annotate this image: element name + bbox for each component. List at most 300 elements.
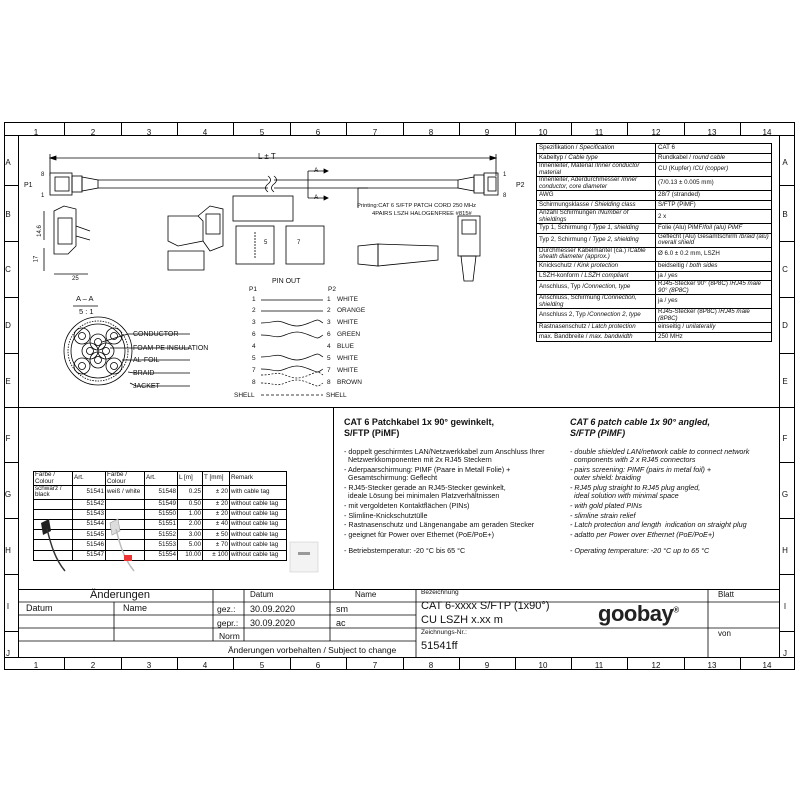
spec-row [537, 309, 772, 323]
column-divider-tick [346, 122, 347, 135]
spec-value [656, 309, 772, 323]
logo-text: goobay [598, 601, 674, 626]
column-divider-tick [571, 657, 572, 670]
row-letter-right: J [783, 649, 787, 658]
row-divider-tick [4, 518, 19, 519]
desc-en-bullet [570, 531, 775, 539]
remark-cell: with cable tag [230, 486, 287, 500]
desc-de-title-2: S/FTP (PiMF) [344, 427, 400, 438]
column-number-bottom: 4 [202, 661, 208, 670]
desc-en-bullet-line: - Latch protection and length indication on straight plug [570, 520, 747, 530]
bezeichnung-header: Bezeichnung [421, 589, 459, 596]
remark-cell: without cable tag [230, 509, 287, 519]
pin8-left: 8 [41, 172, 45, 178]
row-letter-right: D [782, 321, 788, 330]
checked-date: 30.09.2020 [250, 618, 296, 628]
pinout-right-pin: 8 [327, 379, 331, 386]
desc-de-bullet-line: - Slimline-Knickschutztülle [344, 510, 428, 520]
spec-key-en: Type 2, shielding [592, 236, 639, 244]
spec-key-en: Cable type [568, 153, 598, 161]
desc-de-temp: - Betriebstemperatur: -20 °C bis 65 °C [344, 546, 466, 556]
column-divider-tick [403, 657, 404, 670]
printing-line-2: 4PAIRS LSZH HALOGENFREE #815# [372, 211, 472, 217]
spec-key-en: max. bandwidth [589, 332, 633, 340]
remark-cell: without cable tag [230, 540, 287, 550]
product-table-row [34, 530, 287, 540]
pinout-wire-color: BLUE [337, 343, 354, 350]
article-black: 51543 [73, 509, 106, 519]
row-letter-right: I [783, 602, 787, 611]
length-cell: 1.00 [178, 509, 203, 519]
spec-row [537, 177, 772, 191]
length-cell: 0.25 [178, 486, 203, 500]
row-divider-tick [779, 631, 794, 632]
p1-label: P1 [24, 182, 33, 189]
row-divider-tick [4, 462, 19, 463]
column-number-top: 11 [594, 128, 604, 137]
spec-value-en: RJ45 male 90° (8P8C) [658, 280, 761, 294]
spec-value-en: CU (copper) [694, 165, 729, 173]
column-number-bottom: 12 [651, 661, 661, 670]
column-divider-tick [403, 122, 404, 135]
drawing-number-header: Zeichnungs-Nr.: [421, 629, 467, 636]
row-letter-right: A [782, 158, 788, 167]
pinout-wire-color: WHITE [337, 319, 358, 326]
desc-de-bullet-line: Netzwerkkomponenten mit 2x RJ45 Steckern [344, 454, 492, 464]
article-black: 51541 [73, 486, 106, 500]
spec-value-en: yes [667, 271, 678, 279]
row-divider-tick [779, 518, 794, 519]
column-number-top: 4 [202, 128, 208, 137]
gez-label: gez.: [217, 604, 236, 614]
pinout-title: PIN OUT [272, 278, 301, 285]
black-cable-image [37, 515, 71, 577]
column-divider-tick [515, 657, 516, 670]
colour-white-cell: weiß / white [106, 486, 145, 500]
spec-value-de: CU (Kupfer) / [658, 165, 695, 173]
dim-25: 25 [72, 276, 79, 282]
spec-value-de: ja / [658, 297, 668, 305]
spec-key [537, 224, 656, 234]
package-image [288, 540, 320, 574]
row-divider-tick [779, 297, 794, 298]
row-divider-tick [4, 241, 19, 242]
white-cable-image [106, 515, 140, 577]
tolerance-cell: ± 20 [203, 499, 230, 509]
spec-value [656, 144, 772, 154]
column-number-bottom: 2 [90, 661, 96, 670]
row-letter-left: C [5, 265, 11, 274]
section-mark-a2: A [314, 194, 319, 201]
column-number-bottom: 10 [538, 661, 548, 670]
spec-key-de: max. Bandbreite / [539, 332, 590, 340]
desc-en-bullet [570, 466, 775, 483]
article-white: 51553 [145, 540, 178, 550]
spec-key [537, 163, 656, 177]
length-cell: 10.00 [178, 550, 203, 560]
spec-key [537, 233, 656, 247]
desc-de-bullet [344, 466, 564, 483]
spec-value-en: braid (alu) overall shield [658, 232, 769, 247]
spec-value-de: einseitig / [658, 323, 686, 331]
product-table-row [34, 519, 287, 529]
colour-white-cell [106, 499, 145, 509]
desc-en-bullet [570, 521, 775, 529]
row-letter-left: D [5, 321, 11, 330]
spec-value-en: yes [667, 297, 678, 305]
spec-value [656, 177, 772, 191]
spec-value-de: Geflecht (Alu) Gesamtschirm / [658, 232, 741, 240]
spec-key [537, 247, 656, 261]
remark-cell: without cable tag [230, 519, 287, 529]
spec-value-de: beidseitig / [658, 262, 690, 270]
desc-de-bullet-line: ideale Lösung bei minimalen Platzverhältnissen [344, 491, 500, 500]
spec-key [537, 144, 656, 154]
spec-key-de: Typ 2, Schirmung / [539, 236, 593, 244]
row-letter-right: B [782, 210, 788, 219]
spec-value [656, 210, 772, 224]
desc-de-bullet-line: - Aderpaarschirmung: PIMF (Paare in Metall Folie) + [344, 464, 511, 474]
pinout-left-pin: 2 [252, 307, 256, 314]
desc-en-bullet [570, 502, 775, 510]
section-divider-v [333, 407, 334, 589]
dim-5: 5 [264, 240, 268, 246]
row-divider-tick [4, 297, 19, 298]
spec-key [537, 271, 656, 281]
spec-key [537, 309, 656, 323]
spec-key-de: Innenleiter, Material / [539, 162, 597, 170]
desc-de-bullet-line: - Rastnasenschutz und Längenangabe am geraden Stecker [344, 520, 535, 530]
desc-en-bullet-line: - double shielded LAN/network cable to connect network [570, 446, 750, 456]
article-black: 51544 [73, 519, 106, 529]
spec-key-de: Rastnasenschutz / [539, 323, 592, 331]
pin1-left: 1 [41, 193, 45, 199]
tolerance-cell: ± 20 [203, 486, 230, 500]
row-divider-tick [4, 185, 19, 186]
spec-value-de: (7/0.13 ± 0.005 mm) [658, 179, 714, 187]
spec-value-en: foil (alu) PiMF [704, 224, 743, 232]
column-number-top: 13 [707, 128, 717, 137]
desc-de-bullet [344, 502, 564, 510]
desc-en-bullet [570, 484, 775, 501]
checked-by: ac [336, 618, 346, 628]
pinout-p1: P1 [249, 286, 257, 293]
pinout-right-pin: 1 [327, 296, 331, 303]
row-letter-right: H [782, 546, 788, 555]
desc-en-bullet-line: - slimline strain relief [570, 510, 636, 520]
spec-key-de: LSZH-konform / [539, 271, 585, 279]
column-number-top: 10 [538, 128, 548, 137]
tolerance-cell: ± 40 [203, 519, 230, 529]
pinout-wire-color: WHITE [337, 296, 358, 303]
spec-key-en: Specification [579, 144, 615, 152]
spec-value [656, 200, 772, 210]
article-black: 51547 [73, 550, 106, 560]
spec-value-de: RJ45-Stecker (8P8C) / [658, 308, 721, 316]
column-number-bottom: 8 [428, 661, 434, 670]
layer-al-foil: AL-FOIL [133, 357, 160, 364]
column-divider-tick [121, 657, 122, 670]
spec-key-de: Innenleiter, Aderdurchmesser / [539, 176, 623, 184]
column-divider-tick [515, 122, 516, 135]
spec-key-en: Cable sheath diameter (approx.) [539, 246, 646, 261]
length-cell: 3.00 [178, 530, 203, 540]
pinout-right-pin: 4 [327, 343, 331, 350]
desc-de-bullet [344, 512, 564, 520]
row-divider-tick [779, 353, 794, 354]
spec-key-en: Connection 2, type [589, 311, 641, 319]
spec-key-de: Typ 1, Schirmung / [539, 224, 593, 232]
spec-value [656, 261, 772, 271]
pinout-right-pin: 5 [327, 355, 331, 362]
spec-row [537, 163, 772, 177]
column-divider-tick [177, 122, 178, 135]
datum-header: Datum [250, 590, 274, 599]
desc-en-title-1: CAT 6 patch cable 1x 90° angled, [570, 417, 710, 427]
column-number-bottom: 9 [484, 661, 490, 670]
pinout-wiring [255, 295, 331, 397]
spec-value-de: ja / [658, 271, 668, 279]
spec-value [656, 323, 772, 333]
product-table-header-cell: L [m] [178, 472, 203, 486]
column-number-top: 8 [428, 128, 434, 137]
printing-line-1: Printing:CAT 6 S/FTP PATCH CORD 250 MHz [357, 203, 476, 209]
row-divider-tick [779, 185, 794, 186]
spec-value [656, 332, 772, 342]
column-number-bottom: 13 [707, 661, 717, 670]
drawn-date: 30.09.2020 [250, 604, 296, 614]
spec-value-de: S/FTP (PiMF) [658, 200, 696, 208]
desc-de-bullet-line: - doppelt geschirmtes LAN/Netzwerkkabel zum Anschluss Ihrer [344, 446, 545, 456]
column-divider-tick [121, 122, 122, 135]
product-table-header-cell: Farbe / Colour [106, 472, 145, 486]
row-letter-right: C [782, 265, 788, 274]
desc-de-bullet [344, 448, 564, 465]
pinout-left-pin: 6 [252, 331, 256, 338]
subject-to-change: Änderungen vorbehalten / Subject to change [228, 645, 397, 655]
column-number-top: 6 [315, 128, 321, 137]
row-divider-tick [4, 407, 19, 408]
section-label: A – A [76, 294, 94, 303]
article-white: 51548 [145, 486, 178, 500]
column-divider-tick [627, 657, 628, 670]
desc-de-bullet [344, 531, 564, 539]
column-number-top: 7 [372, 128, 378, 137]
drawing-number: 51541ff [421, 640, 458, 652]
spec-key-en: Connection, shielding [539, 294, 637, 308]
spec-value-de: 2 x [658, 212, 667, 220]
remark-cell: without cable tag [230, 530, 287, 540]
product-table [33, 471, 287, 561]
spec-value [656, 295, 772, 309]
desc-en-bullet-line: - with gold plated PINs [570, 500, 642, 510]
product-table-header [34, 472, 287, 486]
logo-reg: ® [673, 605, 679, 615]
description-german [344, 417, 564, 556]
desc-de-bullet [344, 484, 564, 501]
pinout-left-pin: 5 [252, 355, 256, 362]
row-letter-left: A [5, 158, 11, 167]
column-number-top: 5 [259, 128, 265, 137]
desc-de-title-1: CAT 6 Patchkabel 1x 90° gewinkelt, [344, 417, 494, 427]
row-letter-left: B [5, 210, 11, 219]
spec-key [537, 281, 656, 295]
norm-label: Norm [219, 631, 240, 641]
spec-key-en: Inner conductor material [539, 162, 640, 176]
spec-key-de: Anzahl Schirmungen / [539, 209, 600, 217]
spec-key [537, 177, 656, 191]
remark-cell: without cable tag [230, 499, 287, 509]
colour-black-cell [34, 499, 73, 509]
column-number-top: 12 [651, 128, 661, 137]
section-scale: 5 : 1 [79, 307, 94, 316]
pinout-wire-color: WHITE [337, 355, 358, 362]
pinout-wire-color: GREEN [337, 331, 361, 338]
spec-key-en: Number of shieldings [539, 209, 629, 223]
pinout-wire-color: ORANGE [337, 307, 366, 314]
column-divider-tick [684, 122, 685, 135]
spec-key-de: Anschluss 2, Typ / [539, 311, 590, 319]
desc-en-bullet-line: - pairs screening: PIMF (pairs in metal foil) + [570, 464, 712, 474]
column-number-bottom: 6 [315, 661, 321, 670]
goobay-logo [598, 601, 679, 627]
column-divider-tick [346, 657, 347, 670]
column-divider-tick [571, 122, 572, 135]
column-number-top: 14 [762, 128, 772, 137]
column-number-top: 1 [33, 128, 39, 137]
spec-value-de: Folie (Alu) PiMF/ [658, 224, 705, 232]
pinout-left-pin: 4 [252, 343, 256, 350]
column-divider-tick [290, 122, 291, 135]
desc-en-bullet [570, 448, 775, 465]
column-divider-tick [233, 122, 234, 135]
column-divider-tick [459, 122, 460, 135]
spec-key-en: Kink protection [577, 262, 619, 270]
desc-en-bullet-line: components with 2 x RJ45 connectors [570, 454, 696, 464]
spec-key [537, 323, 656, 333]
row-divider-tick [779, 241, 794, 242]
column-number-bottom: 11 [594, 661, 604, 670]
spec-value-en: unilaterally [685, 323, 716, 331]
pinout-right-pin: 6 [327, 331, 331, 338]
desc-de-bullet-line: - RJ45-Stecker gerade an RJ45-Stecker gewinkelt, [344, 482, 506, 492]
pin8-right: 8 [503, 193, 507, 199]
pinout-left-pin: 8 [252, 379, 256, 386]
article-white: 51550 [145, 509, 178, 519]
designation-line-1: CAT 6-xxxx S/FTP (1x90°) [421, 600, 550, 612]
spec-table [536, 143, 772, 342]
length-label: L ± T [258, 152, 276, 161]
drawn-by: sm [336, 604, 348, 614]
pinout-wire-color: BROWN [337, 379, 362, 386]
column-divider-tick [290, 657, 291, 670]
layer-braid: BRAID [133, 370, 155, 377]
row-divider-tick [779, 407, 794, 408]
article-white: 51552 [145, 530, 178, 540]
name-header: Name [355, 590, 377, 599]
bottom-strip-line [4, 657, 795, 658]
row-divider-tick [4, 353, 19, 354]
spec-key-en: Shielding class [594, 200, 636, 208]
tolerance-cell: ± 70 [203, 540, 230, 550]
spec-value-en: both sides [689, 262, 718, 270]
pinout-left-pin: 7 [252, 367, 256, 374]
product-table-header-cell: Farbe / Colour [34, 472, 73, 486]
row-letter-left: F [5, 434, 11, 443]
desc-de-bullet [344, 521, 564, 529]
spec-row [537, 281, 772, 295]
pinout-right-pin: 3 [327, 319, 331, 326]
section-divider [18, 407, 779, 408]
desc-en-bullet-line: - RJ45 plug straight to RJ45 plug angled, [570, 482, 701, 492]
article-black: 51545 [73, 530, 106, 540]
spec-row [537, 261, 772, 271]
desc-de-bullet-line: - geeignet für Power over Ethernet (PoE/PoE+) [344, 530, 495, 540]
layer-jacket: JACKET [133, 383, 160, 390]
column-number-bottom: 1 [33, 661, 39, 670]
spec-row [537, 210, 772, 224]
column-number-bottom: 14 [762, 661, 772, 670]
spec-row [537, 323, 772, 333]
product-table-row [34, 540, 287, 550]
article-black: 51546 [73, 540, 106, 550]
column-number-top: 3 [146, 128, 152, 137]
spec-row [537, 295, 772, 309]
spec-key-en: Connection, type [583, 283, 631, 291]
column-number-top: 2 [90, 128, 96, 137]
spec-key [537, 261, 656, 271]
article-black: 51542 [73, 499, 106, 509]
gepr-label: gepr.: [217, 618, 239, 628]
spec-row [537, 247, 772, 261]
desc-en-bullet-line: ideal solution with minimal space [570, 491, 679, 500]
aenderungen-header: Änderungen [90, 589, 150, 601]
column-divider-tick [64, 657, 65, 670]
layer-conductor: CONDUCTOR [133, 331, 179, 338]
column-divider-tick [627, 122, 628, 135]
article-white: 51554 [145, 550, 178, 560]
length-cell: 5.00 [178, 540, 203, 550]
spec-key-de: Knickschutz / [539, 262, 578, 270]
column-divider-tick [64, 122, 65, 135]
column-divider-tick [233, 657, 234, 670]
spec-key [537, 191, 656, 201]
spec-key-en: Latch protection [591, 323, 636, 331]
column-number-bottom: 3 [146, 661, 152, 670]
spec-key-de: Spezifikation / [539, 144, 580, 152]
row-letter-left: J [6, 649, 10, 658]
spec-key-de: Anschluss, Schirmung / [539, 294, 604, 302]
column-divider-tick [740, 657, 741, 670]
desc-en-title-2: S/FTP (PiMF) [570, 427, 626, 438]
article-white: 51549 [145, 499, 178, 509]
spec-row [537, 332, 772, 342]
layer-foam-pe: FOAM-PE INSULATION [133, 345, 209, 352]
pinout-right-pin: 2 [327, 307, 331, 314]
product-table-row [34, 550, 287, 560]
length-cell: 0.50 [178, 499, 203, 509]
spec-key-de: Durchmesser Kabelmantel (ca.) / [539, 246, 630, 254]
spec-value-de: RJ45-Stecker 90° (8P8C) / [658, 280, 732, 288]
spec-key [537, 210, 656, 224]
spec-key-en: Type 1, shielding [592, 224, 639, 232]
column-number-bottom: 5 [259, 661, 265, 670]
p2-label: P2 [516, 182, 525, 189]
dim-7: 7 [297, 240, 301, 246]
column-divider-tick [684, 657, 685, 670]
spec-row [537, 144, 772, 154]
row-letter-left: G [4, 490, 12, 499]
